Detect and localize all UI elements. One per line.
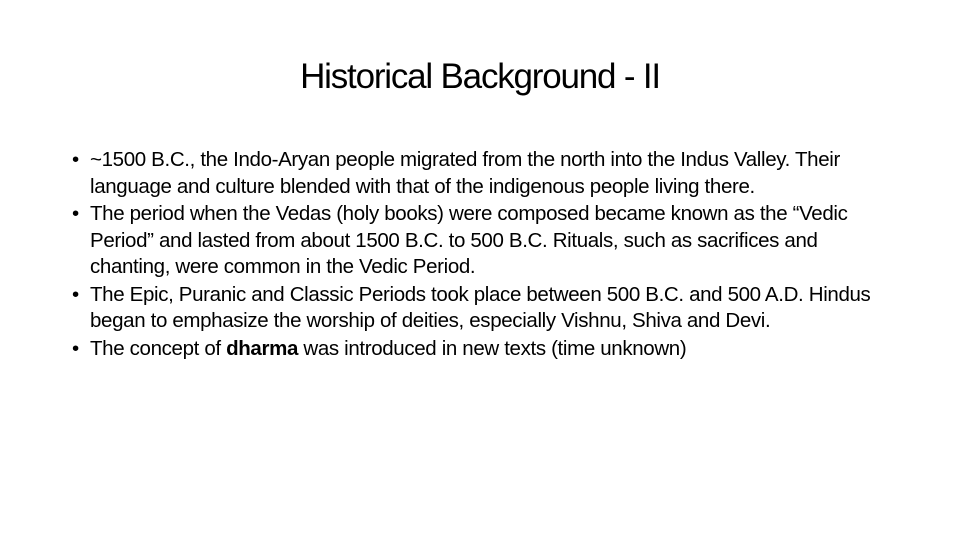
bullet-icon: • [72,202,79,225]
dharma-term: dharma [226,336,299,360]
bullet-item [72,201,892,281]
bullet-icon: • [72,336,79,360]
bullet-item [72,282,892,335]
bullet-icon: • [72,282,79,306]
bullet-text: The period when the Vedas (holy books) were composed became known as the “Vedic Period” and lasted from about 1500 B.C. to 500 B.C. Rituals, such as sacrifices and chanting, were common in the Vedic Period. [90,202,848,278]
bullet-list [72,147,892,363]
bullet-item [72,336,892,363]
bullet-text-after: was introduced in new texts (time unknown) [298,336,687,360]
bullet-text: ~1500 B.C., the Indo-Aryan people migrated from the north into the Indus Valley. Their language and culture blended with that of the indigenous people living there. [90,148,840,198]
bullet-text-before: The concept of [90,336,227,360]
bullet-icon: • [72,148,79,171]
bullet-item [72,147,892,200]
slide-title: Historical Background - II [300,57,660,96]
bullet-text: The Epic, Puranic and Classic Periods took place between 500 B.C. and 500 A.D. Hindus began to emphasize the worship of deities, especially Vishnu, Shiva and Devi. [90,282,871,332]
